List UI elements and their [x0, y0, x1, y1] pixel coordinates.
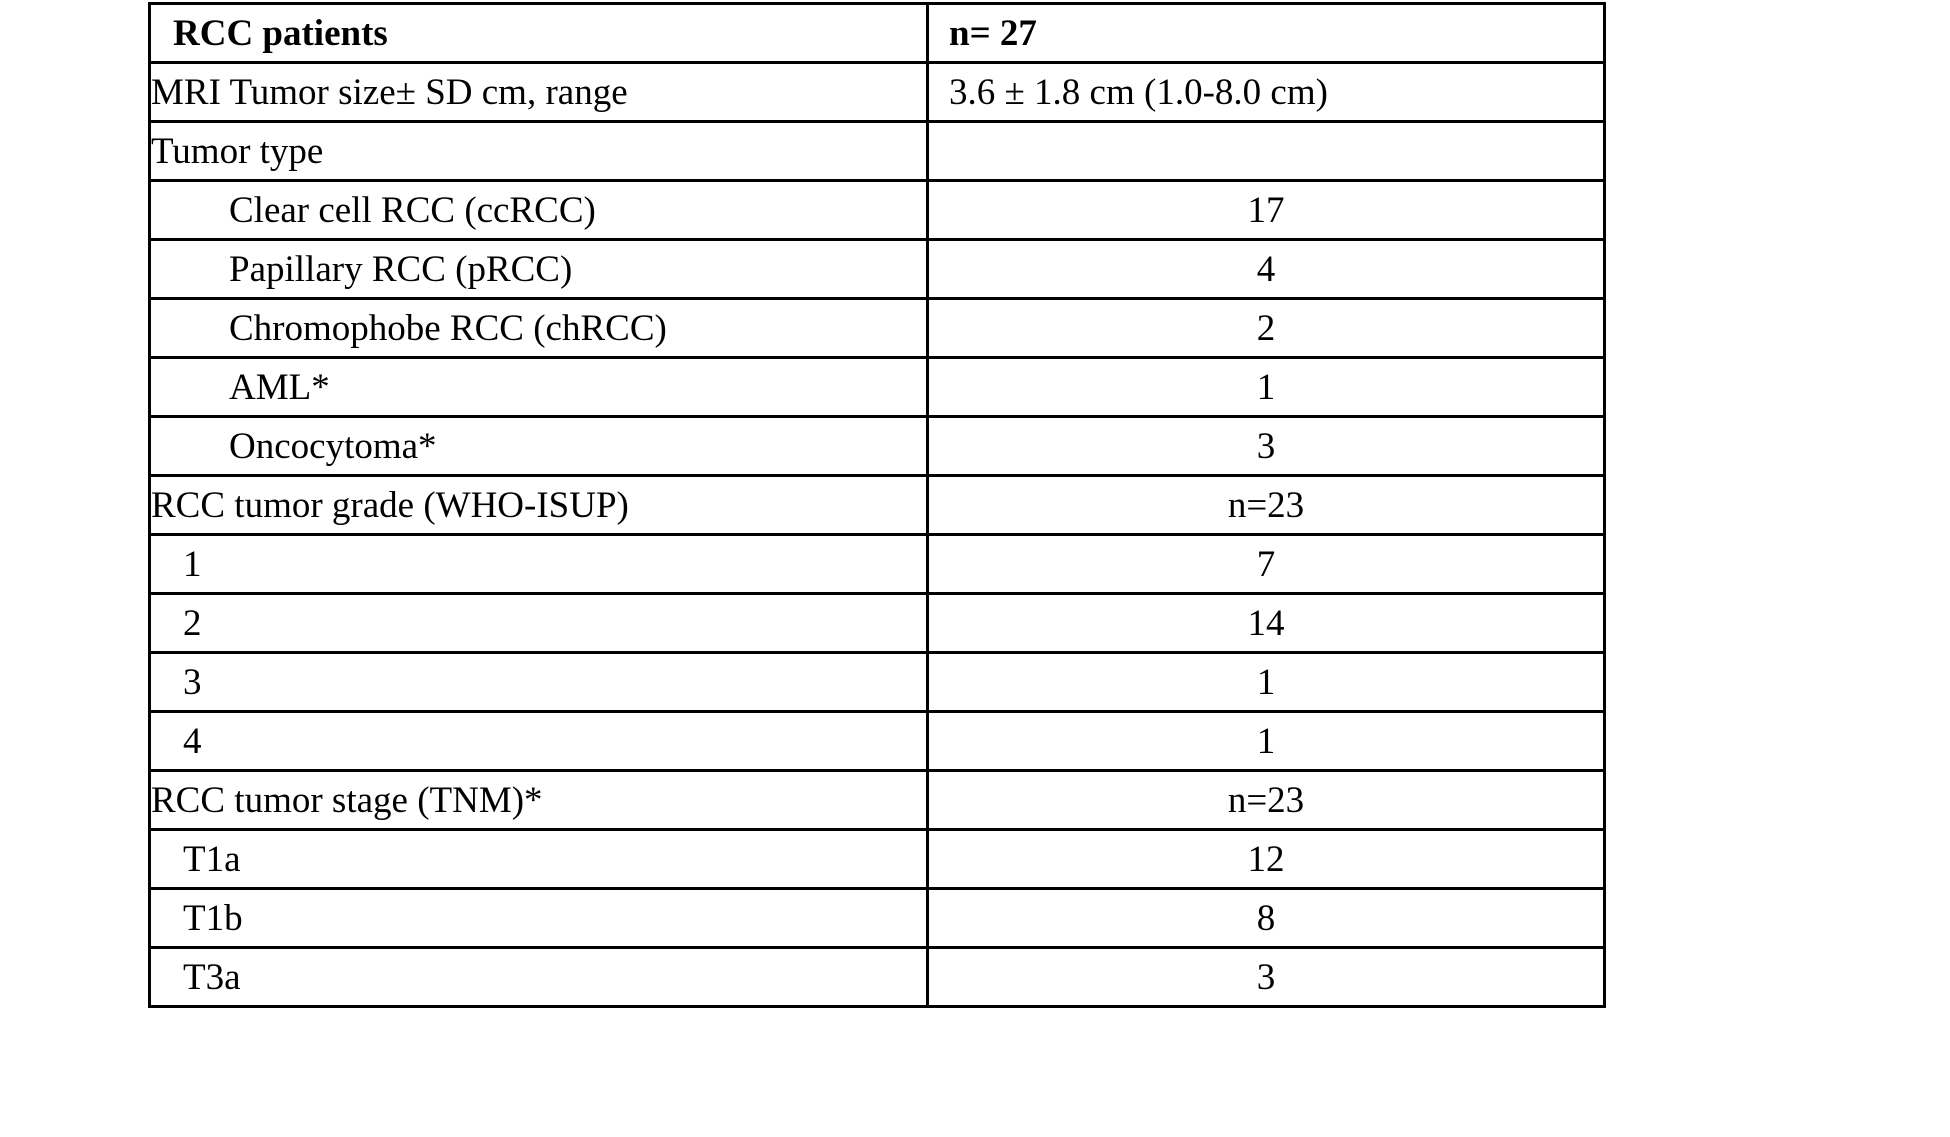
table-container: [148, 2, 1603, 1008]
row-label-cell: Clear cell RCC (ccRCC): [150, 181, 928, 240]
table-row: [150, 181, 1605, 240]
row-value-cell: 2: [928, 299, 1605, 358]
row-value-cell: n=23: [928, 476, 1605, 535]
table-row: [150, 712, 1605, 771]
row-value-cell: [928, 122, 1605, 181]
table-body: [150, 4, 1605, 1007]
table-row: [150, 653, 1605, 712]
row-value-cell: 8: [928, 889, 1605, 948]
table-row: [150, 476, 1605, 535]
row-value-cell: n=23: [928, 771, 1605, 830]
table-row: [150, 63, 1605, 122]
header-label-cell: RCC patients: [150, 4, 928, 63]
table-row: [150, 535, 1605, 594]
row-label-cell: 3: [150, 653, 928, 712]
row-label-cell: RCC tumor grade (WHO-ISUP): [150, 476, 928, 535]
row-label-cell: RCC tumor stage (TNM)*: [150, 771, 928, 830]
table-row: [150, 830, 1605, 889]
header-value-cell: n= 27: [928, 4, 1605, 63]
row-label-cell: MRI Tumor size± SD cm, range: [150, 63, 928, 122]
row-value-cell: 17: [928, 181, 1605, 240]
row-label-cell: Oncocytoma*: [150, 417, 928, 476]
table-row: [150, 240, 1605, 299]
row-label-cell: T1b: [150, 889, 928, 948]
row-label-cell: T3a: [150, 948, 928, 1007]
table-header-row: [150, 4, 1605, 63]
table-row: [150, 771, 1605, 830]
row-label-cell: 1: [150, 535, 928, 594]
row-value-cell: 3.6 ± 1.8 cm (1.0-8.0 cm): [928, 63, 1605, 122]
row-value-cell: 12: [928, 830, 1605, 889]
rcc-patients-table: [148, 2, 1606, 1008]
row-value-cell: 4: [928, 240, 1605, 299]
row-label-cell: Tumor type: [150, 122, 928, 181]
row-value-cell: 3: [928, 948, 1605, 1007]
table-row: [150, 948, 1605, 1007]
row-label-cell: AML*: [150, 358, 928, 417]
row-value-cell: 3: [928, 417, 1605, 476]
row-value-cell: 14: [928, 594, 1605, 653]
row-value-cell: 1: [928, 358, 1605, 417]
row-label-cell: T1a: [150, 830, 928, 889]
table-row: [150, 417, 1605, 476]
row-label-cell: Chromophobe RCC (chRCC): [150, 299, 928, 358]
table-row: [150, 358, 1605, 417]
row-value-cell: 7: [928, 535, 1605, 594]
row-value-cell: 1: [928, 653, 1605, 712]
row-value-cell: 1: [928, 712, 1605, 771]
table-row: [150, 889, 1605, 948]
row-label-cell: Papillary RCC (pRCC): [150, 240, 928, 299]
table-row: [150, 594, 1605, 653]
row-label-cell: 4: [150, 712, 928, 771]
row-label-cell: 2: [150, 594, 928, 653]
table-row: [150, 299, 1605, 358]
table-row: [150, 122, 1605, 181]
